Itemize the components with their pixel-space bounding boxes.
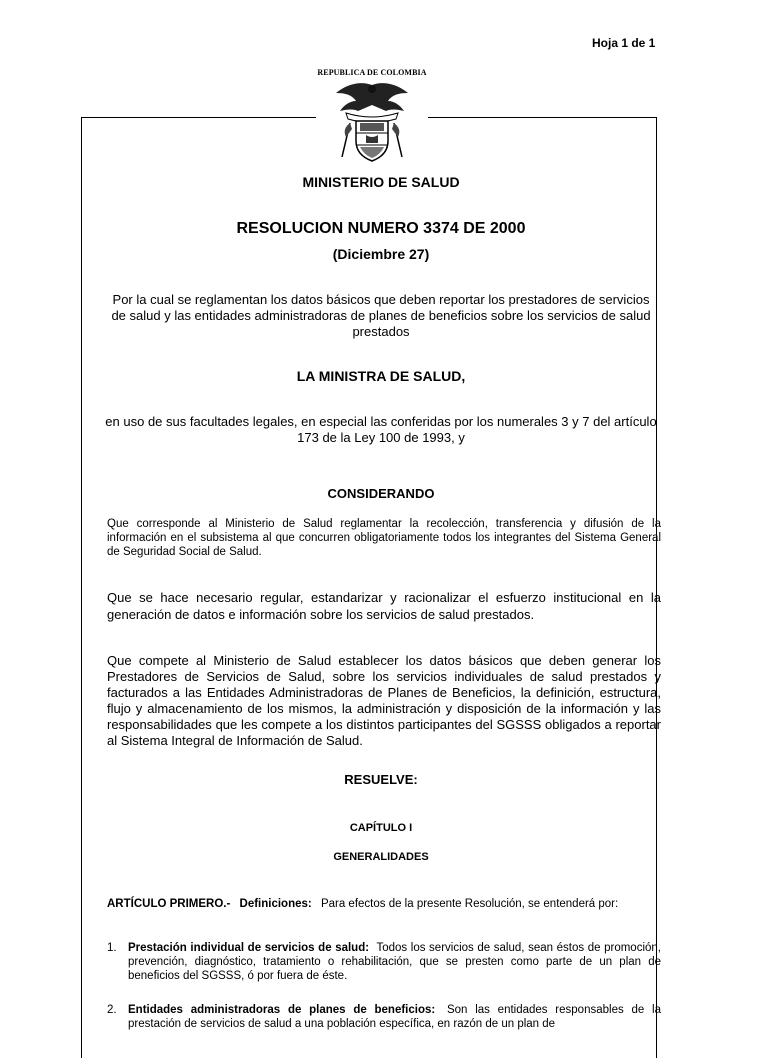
definition-number: 2.	[107, 1004, 117, 1016]
ministry-heading: MINISTERIO DE SALUD	[302, 174, 460, 190]
definition-body	[128, 941, 661, 983]
coat-of-arms-icon	[332, 79, 412, 163]
seal-caption: REPUBLICA DE COLOMBIA	[317, 68, 427, 77]
resolution-date: (Diciembre 27)	[332, 246, 430, 262]
chapter-heading: CAPÍTULO I	[349, 822, 413, 834]
considerando-paragraph: Que se hace necesario regular, estandarizar y racionalizar el esfuerzo institucional en la generación de datos e información sobre los servicios de salud prestados.	[107, 590, 661, 622]
definition-term: Prestación individual de servicios de salud:	[128, 942, 370, 954]
resolution-subject: Por la cual se reglamentan los datos básicos que deben reportar los prestadores de servicios de salud y las entidades administradoras de planes de beneficios sobre los servicios de salud prestados	[111, 292, 651, 339]
considerando-paragraph: Que corresponde al Ministerio de Salud reglamentar la recolección, transferencia y difusión de la información en el subsistema al que concurren obligatoriamente todos los integrantes del Sistema General de Seguridad Social de Salud.	[107, 518, 661, 558]
resuelve-heading: RESUELVE:	[344, 772, 418, 787]
definition-item	[107, 941, 661, 983]
article-title: Definiciones:	[239, 898, 312, 910]
chapter-title: GENERALIDADES	[333, 851, 429, 863]
minister-heading: LA MINISTRA DE SALUD,	[296, 368, 466, 384]
definition-text: Todos los servicios de salud, sean éstos de promoción, prevención, diagnóstico, tratamiento o rehabilitación, que se presten como parte de un plan de beneficios del SGSSS, ó por fuera de éste.	[128, 942, 661, 982]
coat-of-arms-seal	[316, 66, 428, 166]
definition-term: Entidades administradoras de planes de beneficios:	[128, 1004, 436, 1016]
legal-powers-text: en uso de sus facultades legales, en especial las conferidas por los numerales 3 y 7 del artículo 173 de la Ley 100 de 1993, y	[105, 414, 657, 445]
definition-number: 1.	[107, 942, 117, 954]
definition-item	[107, 1003, 661, 1031]
considerando-paragraph: Que compete al Ministerio de Salud establecer los datos básicos que deben generar los Prestadores de Servicios de Salud, sobre los servicios individuales de salud prestados y facturados a las Entidades Administradoras de Planes de Beneficios, la definición, estructura, flujo y almacenamiento de los mismos, la administración y disposición de la información y las responsabilidades que les compete a los distintos participantes del SGSSS obligados a reportar al Sistema Integral de Información de Salud.	[107, 653, 661, 748]
article-first	[107, 897, 661, 911]
definition-body	[128, 1003, 661, 1031]
considerando-heading: CONSIDERANDO	[327, 486, 435, 501]
resolution-number: RESOLUCION NUMERO 3374 DE 2000	[236, 220, 526, 237]
definition-text: Son las entidades responsables de la prestación de servicios de salud a una población específica, en razón de un plan de	[128, 1004, 661, 1030]
page-number: Hoja 1 de 1	[592, 36, 656, 50]
article-text: Para efectos de la presente Resolución, se entenderá por:	[320, 898, 619, 910]
article-label: ARTÍCULO PRIMERO.-	[107, 898, 231, 910]
